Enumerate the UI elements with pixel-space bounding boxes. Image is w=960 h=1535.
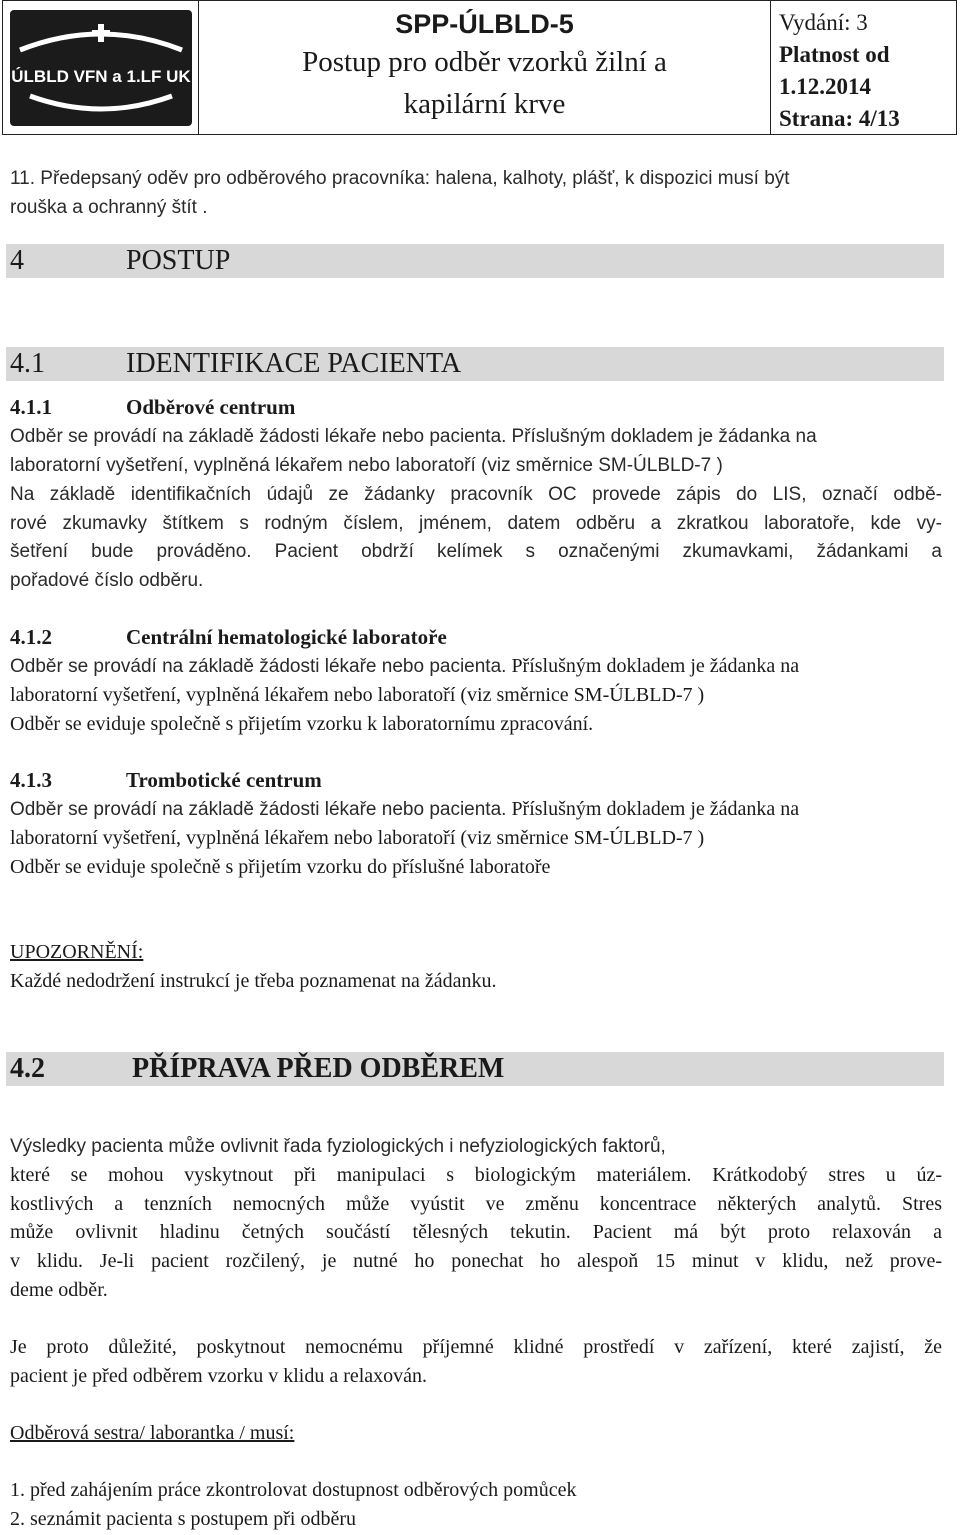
document-header [2, 0, 957, 135]
paragraph-line: Výsledky pacienta může ovlivnit řada fyziologických i nefyziologických faktorů, [10, 1136, 666, 1157]
section-title: IDENTIFIKACE PACIENTA [126, 348, 462, 379]
paragraph-line: laboratorní vyšetření, vyplněná lékařem nebo laboratoří (viz směrnice SM-ÚLBLD-7 ) [10, 455, 723, 476]
subsection-number: 4.1.2 [10, 625, 52, 649]
meta-cell [771, 1, 956, 134]
subsection-number: 4.1.1 [10, 395, 52, 419]
section-title: PŘÍPRAVA PŘED ODBĚREM [132, 1053, 505, 1084]
list-item: 1. před zahájením práce zkontrolovat dostupnost odběrových pomůcek [10, 1479, 577, 1501]
validity-label: Platnost od [779, 42, 890, 67]
title-cell [199, 1, 771, 134]
section-4-2-heading [6, 1052, 944, 1086]
paragraph-line: šetření bude prováděno. Pacient obdrží kelímek s označenými zkumavkami, žádankami a [10, 541, 942, 562]
document-title-line1: Postup pro odběr vzorků žilní a [302, 46, 667, 78]
warning-text: Každé nedodržení instrukcí je třeba poznamenat na žádanku. [10, 970, 497, 992]
validity-date: 1.12.2014 [779, 74, 871, 99]
list-item: 2. seznámit pacienta s postupem při odběru [10, 1508, 357, 1530]
paragraph-line: které se mohou vyskytnout při manipulaci s biologickým materiálem. Krátkodobý stres u úz- [10, 1164, 942, 1186]
section-4-1-heading [6, 347, 944, 381]
paragraph-line: pacient je před odběrem vzorku v klidu a relaxován. [10, 1365, 428, 1387]
section-number: 4 [10, 245, 24, 276]
institution-logo [10, 10, 192, 126]
paragraph-line: v klidu. Je-li pacient rozčilený, je nutné ho ponechat ho alespoň 15 minut v klidu, než prove- [10, 1250, 942, 1272]
paragraph-line: Odběr se provádí na základě žádosti lékaře nebo pacienta. Příslušným dokladem je žádanka na [10, 655, 800, 677]
paragraph-line: Odběr se eviduje společně s přijetím vzorku k laboratornímu zpracování. [10, 713, 594, 735]
paragraph-line: Na základě identifikačních údajů ze žádanky pracovník OC provede zápis do LIS, označí odbě- [10, 484, 942, 505]
paragraph-line: Odběr se provádí na základě žádosti lékaře nebo pacienta. Příslušným dokladem je žádanka na [10, 426, 817, 447]
paragraph-line: Je proto důležité, poskytnout nemocnému příjemné klidné prostředí v zařízení, které zajistí, že [10, 1336, 942, 1358]
subsection-number: 4.1.3 [10, 768, 52, 792]
paragraph-line: laboratorní vyšetření, vyplněná lékařem nebo laboratoří (viz směrnice SM-ÚLBLD-7 ) [10, 684, 705, 706]
paragraph-line: kostlivých a tenzních nemocných může vyústit ve změnu koncentrace některých analytů. Stres [10, 1193, 942, 1215]
list-heading: Odběrová sestra/ laborantka / musí: [10, 1422, 295, 1444]
document-title-line2: kapilární krve [403, 88, 566, 120]
section-number: 4.2 [10, 1053, 45, 1084]
paragraph-line: deme odběr. [10, 1279, 108, 1301]
paragraph-line: může ovlivnit hladinu četných součástí tělesných tekutin. Pacient má být proto relaxován a [10, 1221, 942, 1243]
paragraph-line: Odběr se eviduje společně s přijetím vzorku do příslušné laboratoře [10, 856, 551, 878]
section-title: POSTUP [126, 245, 231, 276]
subsection-title: Trombotické centrum [126, 768, 322, 792]
logo-cell [3, 1, 199, 134]
subsection-title: Centrální hematologické laboratoře [126, 625, 447, 649]
subsection-title: Odběrové centrum [126, 395, 296, 419]
item11-line2: rouška a ochranný štít . [10, 197, 208, 218]
edition: Vydání: 3 [779, 10, 868, 35]
paragraph-line: Odběr se provádí na základě žádosti lékaře nebo pacienta. Příslušným dokladem je žádanka na [10, 798, 800, 820]
paragraph-line: rové zkumavky štítkem s rodným číslem, jménem, datem odběru a zkratkou laboratoře, kde vy- [10, 513, 942, 534]
section-4-heading [6, 244, 944, 278]
warning-label: UPOZORNĚNÍ: [10, 941, 144, 963]
page-number: Strana: 4/13 [779, 106, 900, 131]
section-number: 4.1 [10, 348, 45, 379]
paragraph-line: pořadové číslo odběru. [10, 570, 204, 591]
svg-text:ÚLBLD VFN a 1.LF UK: ÚLBLD VFN a 1.LF UK [10, 66, 191, 86]
paragraph-line: laboratorní vyšetření, vyplněná lékařem nebo laboratoří (viz směrnice SM-ÚLBLD-7 ) [10, 827, 705, 849]
item11-line1: 11. Předepsaný oděv pro odběrového pracovníka: halena, kalhoty, plášť, k dispozici musí být [10, 168, 790, 189]
document-code: SPP-ÚLBLD-5 [395, 9, 574, 39]
